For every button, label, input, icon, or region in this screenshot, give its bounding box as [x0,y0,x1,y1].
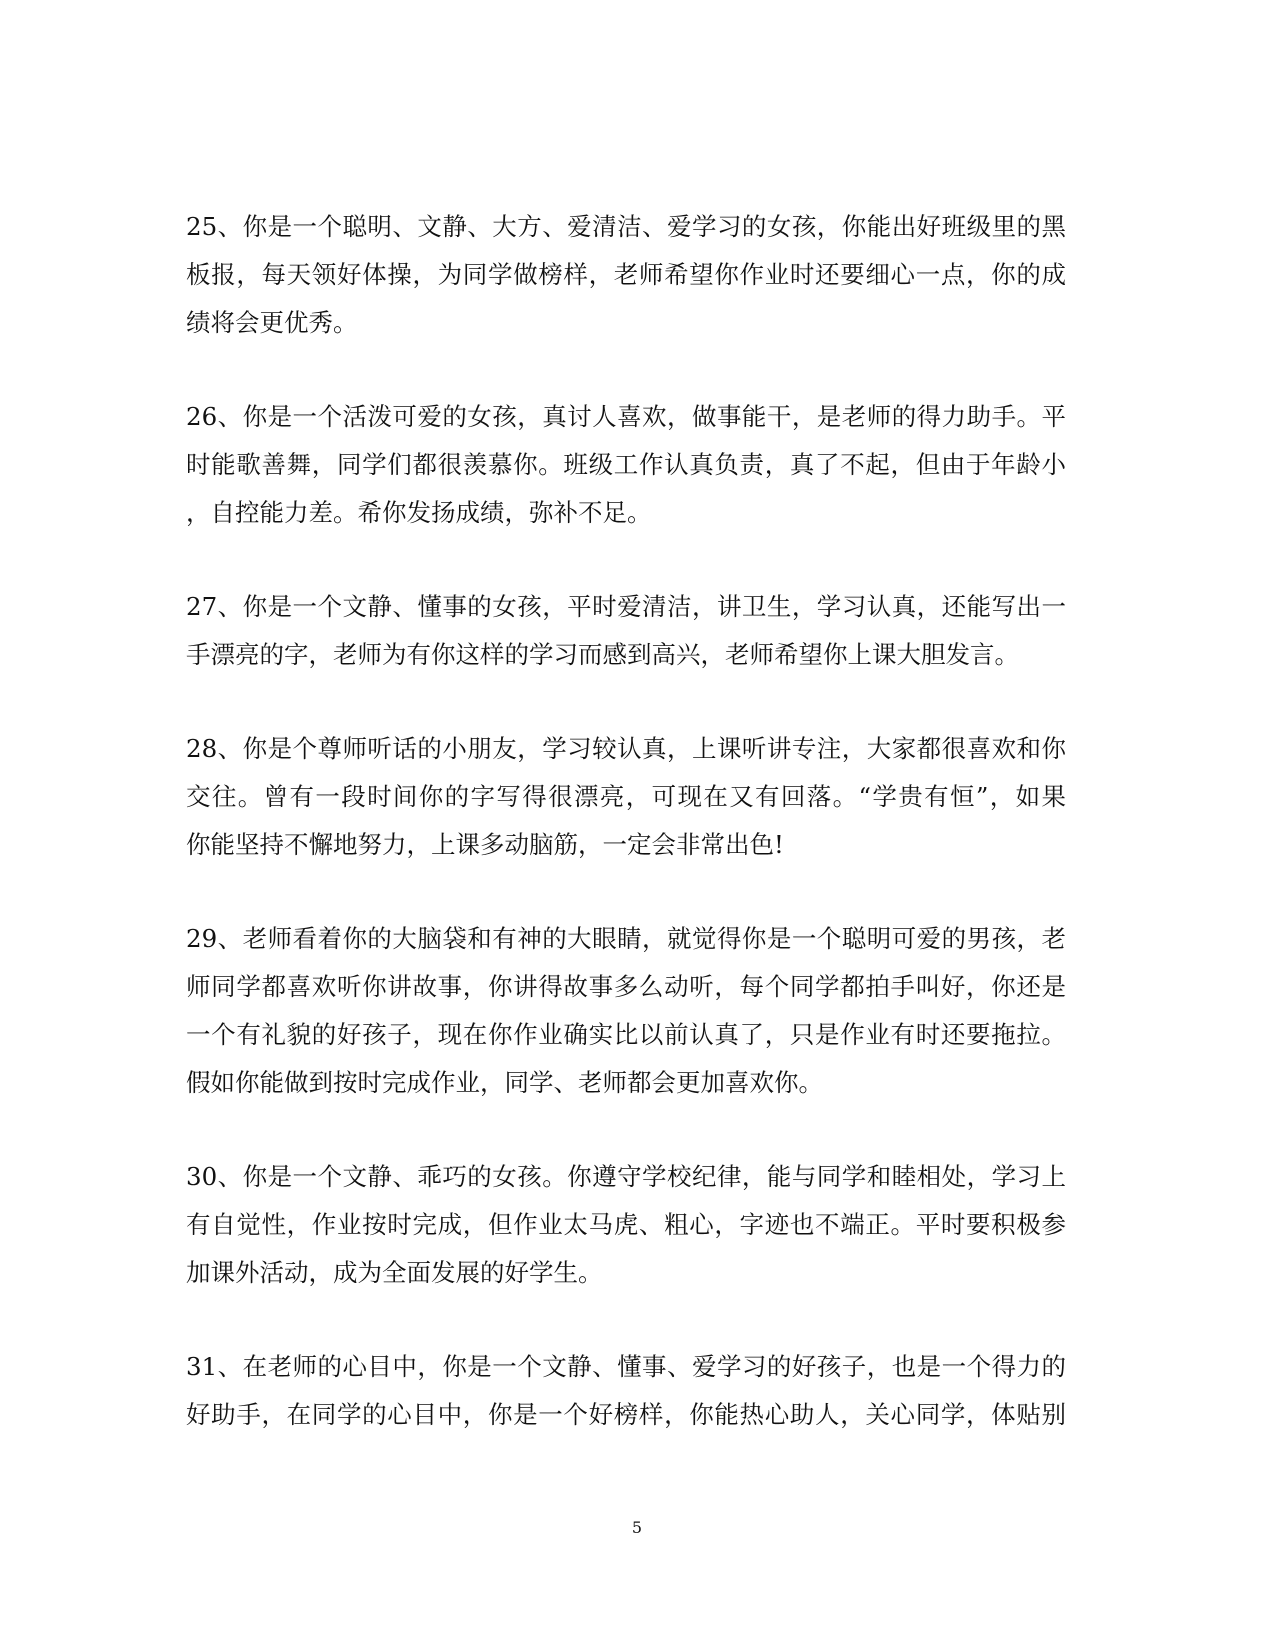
comment-paragraph [186,583,1066,679]
comment-paragraph [186,203,1066,347]
paragraph-line: 师同学都喜欢听你讲故事，你讲得故事多么动听，每个同学都拍手叫好，你还是 [186,972,1066,1001]
comment-paragraph [186,1153,1066,1297]
paragraph-gap [186,1107,1066,1153]
paragraph-line: 你能坚持不懈地努力，上课多动脑筋，一定会非常出色! [186,830,784,859]
paragraph-line: 31、在老师的心目中，你是一个文静、懂事、爱学习的好孩子，也是一个得力的 [186,1352,1066,1381]
paragraph-gap [186,869,1066,915]
comment-paragraph [186,725,1066,869]
paragraph-line: 26、你是一个活泼可爱的女孩，真讨人喜欢，做事能干，是老师的得力助手。平 [186,402,1066,431]
paragraph-line: 有自觉性，作业按时完成，但作业太马虎、粗心，字迹也不端正。平时要积极参 [186,1210,1066,1239]
page-number: 5 [631,1518,643,1537]
comment-paragraph [186,1343,1066,1439]
paragraph-line: 时能歌善舞，同学们都很羡慕你。班级工作认真负责，真了不起，但由于年龄小 [186,450,1066,479]
page-body [186,203,1066,1439]
paragraph-line: 一个有礼貌的好孩子，现在你作业确实比以前认真了，只是作业有时还要拖拉。 [186,1020,1066,1049]
paragraph-line: 25、你是一个聪明、文静、大方、爱清洁、爱学习的女孩，你能出好班级里的黑 [186,212,1066,241]
paragraph-line: 假如你能做到按时完成作业，同学、老师都会更加喜欢你。 [186,1068,823,1097]
paragraph-line: 29、老师看着你的大脑袋和有神的大眼睛，就觉得你是一个聪明可爱的男孩，老 [186,924,1066,953]
paragraph-line: 板报，每天领好体操，为同学做榜样，老师希望你作业时还要细心一点，你的成 [186,260,1066,289]
paragraph-line: 加课外活动，成为全面发展的好学生。 [186,1258,603,1287]
paragraph-line: 好助手，在同学的心目中，你是一个好榜样，你能热心助人，关心同学，体贴别 [186,1400,1066,1429]
paragraph-line: 交往。曾有一段时间你的字写得很漂亮，可现在又有回落。“学贵有恒”，如果 [186,782,1066,811]
paragraph-gap [186,347,1066,393]
paragraph-gap [186,679,1066,725]
paragraph-line: 绩将会更优秀。 [186,308,358,337]
paragraph-line: 30、你是一个文静、乖巧的女孩。你遵守学校纪律，能与同学和睦相处，学习上 [186,1162,1066,1191]
paragraph-line: 手漂亮的字，老师为有你这样的学习而感到高兴，老师希望你上课大胆发言。 [186,640,1019,669]
paragraph-line: 27、你是一个文静、懂事的女孩，平时爱清洁，讲卫生，学习认真，还能写出一 [186,592,1066,621]
paragraph-gap [186,537,1066,583]
paragraph-line: ，自控能力差。希你发扬成绩，弥补不足。 [186,498,652,527]
comment-paragraph [186,915,1066,1107]
paragraph-gap [186,1297,1066,1343]
comment-paragraph [186,393,1066,537]
paragraph-line: 28、你是个尊师听话的小朋友，学习较认真，上课听讲专注，大家都很喜欢和你 [186,734,1066,763]
